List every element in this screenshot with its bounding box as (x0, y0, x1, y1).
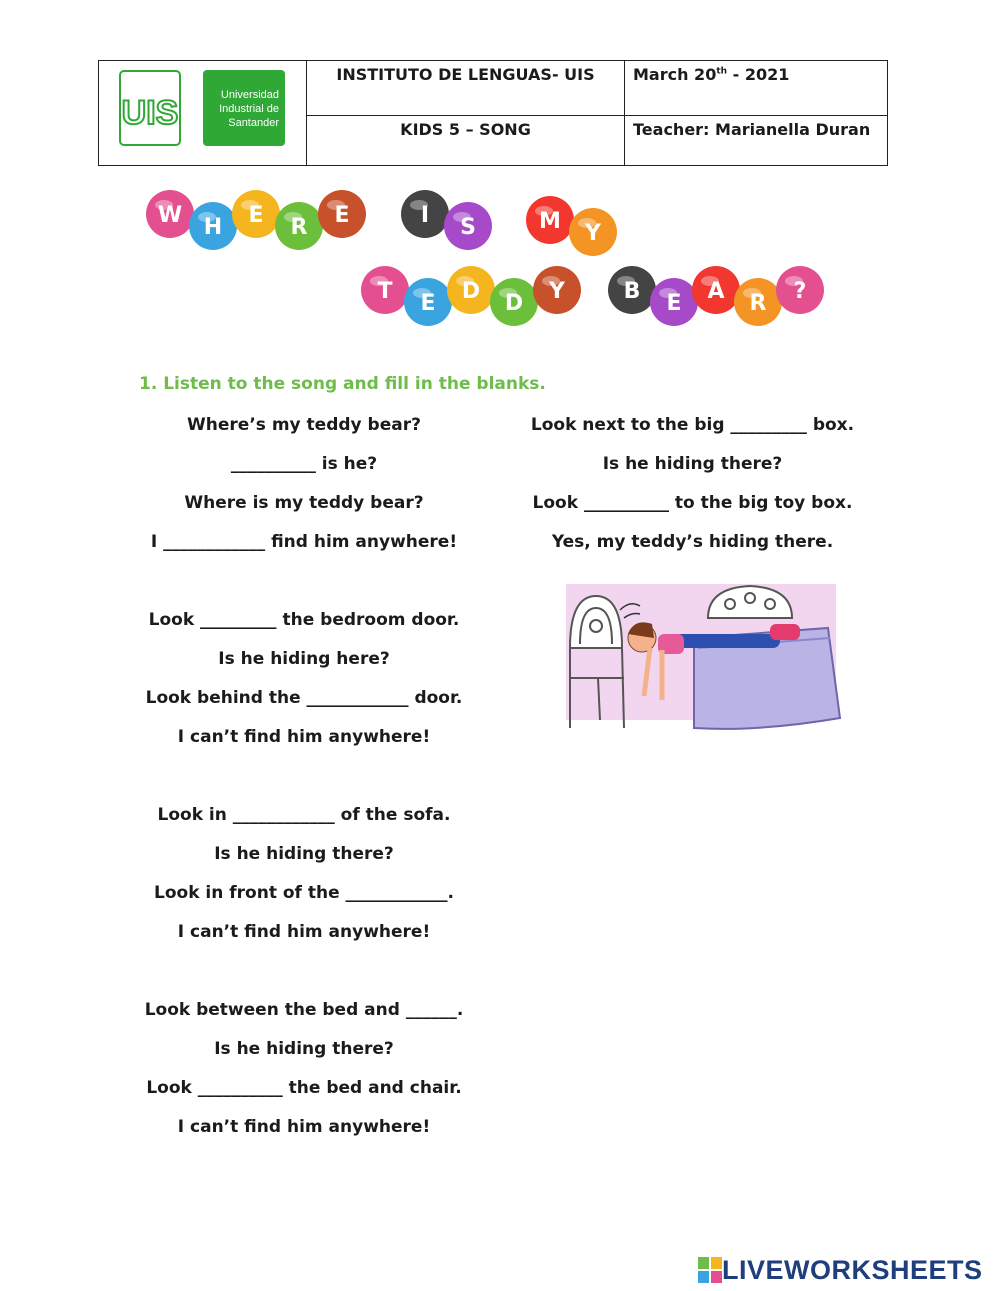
candy-letter: ? (793, 279, 807, 304)
song-line: Where is my teddy bear? (184, 493, 424, 513)
liveworksheets-brand (698, 1253, 983, 1287)
candy-letter: B (623, 279, 641, 304)
university-name-logo: Universidad Industrial de Santander (203, 70, 285, 146)
stanza-gap (120, 764, 488, 803)
song-line: Look in front of the ____________. (154, 883, 454, 903)
song-line: __________ is he? (230, 454, 378, 474)
candy-letter: W (157, 203, 183, 228)
song-line: Look __________ the bed and chair. (146, 1078, 462, 1098)
song-line: I can’t find him anywhere! (177, 1117, 431, 1137)
uis-monogram-icon (121, 72, 179, 144)
stanza-gap (120, 569, 488, 608)
title-word (401, 190, 492, 250)
candy-letter: R (290, 215, 308, 240)
candy-letter: H (203, 215, 223, 240)
teacher-name: Teacher: Marianella Duran (633, 120, 871, 139)
song-line: I can’t find him anywhere! (177, 922, 431, 942)
candy-letter: Y (549, 279, 565, 304)
candy-letter: E (334, 203, 350, 228)
instruction-text: 1. Listen to the song and fill in the blanks. (139, 374, 546, 394)
candy-letter: A (707, 279, 725, 304)
header-table (98, 60, 888, 166)
song-right-column (510, 413, 875, 569)
title-word (146, 190, 366, 250)
song-line: Yes, my teddy’s hiding there. (551, 532, 834, 552)
teacher-cell (625, 116, 887, 165)
song-line: Is he hiding there? (214, 844, 394, 864)
song-line: Is he hiding there? (602, 454, 783, 474)
svg-text:UIS: UIS (121, 94, 179, 132)
song-line: Is he hiding here? (218, 649, 390, 669)
candy-letter: M (539, 209, 561, 234)
uis-logo-mark (119, 70, 181, 146)
song-line: I can’t find him anywhere! (177, 727, 431, 747)
candy-letter: T (377, 279, 393, 304)
song-line: Look between the bed and ______. (144, 1000, 464, 1020)
song-line: Look in ____________ of the sofa. (157, 805, 451, 825)
candy-letter: E (666, 291, 682, 316)
institute-cell (307, 61, 625, 116)
song-line: Where’s my teddy bear? (187, 415, 421, 435)
song-line: Look next to the big _________ box. (530, 415, 855, 435)
stanza-gap (120, 959, 488, 998)
candy-letter: I (420, 203, 430, 228)
liveworksheets-logo-icon (698, 1257, 722, 1283)
title-word (608, 266, 824, 326)
candy-letter: D (504, 291, 524, 316)
date-text: March 20th - 2021 (633, 65, 790, 84)
song-left-column (120, 413, 488, 1154)
child-looking-under-bed-picture (558, 578, 848, 740)
institute-name: INSTITUTO DE LENGUAS- UIS (336, 65, 595, 84)
song-line: Is he hiding there? (214, 1039, 394, 1059)
course-cell (307, 116, 625, 165)
logo-cell (99, 61, 307, 165)
course-name: KIDS 5 – SONG (400, 120, 531, 139)
candy-letter: S (460, 215, 476, 240)
brand-name: LIVEWORKSHEETS (722, 1254, 983, 1285)
date-cell (625, 61, 887, 116)
song-line: Look _________ the bedroom door. (148, 610, 460, 630)
song-line: Look __________ to the big toy box. (532, 493, 853, 513)
candy-letter: E (420, 291, 436, 316)
title-word (361, 266, 581, 326)
candy-letter: Y (585, 221, 601, 246)
song-line: I ____________ find him anywhere! (150, 532, 458, 552)
title-word (526, 196, 617, 256)
song-line: Look behind the ____________ door. (145, 688, 463, 708)
title-candy-letters (140, 182, 840, 332)
candy-letter: R (749, 291, 767, 316)
candy-letter: D (461, 279, 481, 304)
candy-letter: E (248, 203, 264, 228)
